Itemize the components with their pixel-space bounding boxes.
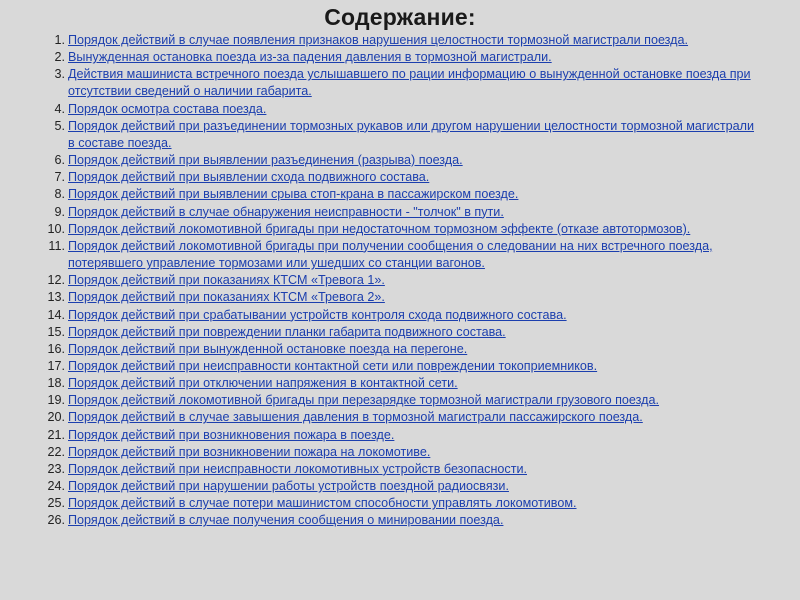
toc-item-number: 24. bbox=[47, 479, 65, 494]
toc-item-link[interactable]: Порядок действий в случае потери машинистом способности управлять локомотивом. bbox=[68, 496, 577, 511]
toc-item bbox=[20, 272, 790, 289]
toc-item-number: 22. bbox=[47, 444, 65, 459]
toc-item-number: 21. bbox=[47, 427, 65, 442]
toc-item-number: 26. bbox=[47, 513, 65, 528]
toc-item-link[interactable]: Порядок действий локомотивной бригады при недостаточном тормозном эффекте (отказе автотормозов). bbox=[68, 221, 691, 236]
toc-item bbox=[20, 307, 790, 324]
toc-item-number: 12. bbox=[47, 273, 65, 288]
toc-item-number: 4. bbox=[54, 101, 65, 116]
toc-item bbox=[20, 186, 790, 203]
toc-item-link[interactable]: Порядок действий при вынужденной остановке поезда на перегоне. bbox=[68, 341, 468, 356]
toc-item-number: 20. bbox=[47, 410, 65, 425]
toc-item-number: 7. bbox=[54, 170, 65, 185]
toc-item-link[interactable]: Порядок действий при показаниях КТСМ «Тревога 2». bbox=[68, 290, 385, 305]
toc-item-link[interactable]: Действия машиниста встречного поезда услышавшего по рации информацию о вынужденной остановке поезда при отсутствии сведений о наличии габарита. bbox=[68, 67, 751, 99]
toc-item bbox=[20, 152, 790, 169]
toc-item-number: 19. bbox=[47, 393, 65, 408]
toc-item-link[interactable]: Порядок действий при отключении напряжения в контактной сети. bbox=[68, 376, 458, 391]
toc-item bbox=[20, 358, 790, 375]
toc-item-link[interactable]: Порядок действий при возникновения пожара в поезде. bbox=[68, 427, 395, 442]
toc-item bbox=[20, 101, 790, 118]
toc-item bbox=[20, 427, 790, 444]
toc-item-link[interactable]: Порядок действий локомотивной бригады при перезарядке тормозной магистрали грузового поезда. bbox=[68, 393, 660, 408]
toc-item-number: 17. bbox=[47, 358, 65, 373]
toc-item-link[interactable]: Порядок действий при срабатывании устройств контроля схода подвижного состава. bbox=[68, 307, 567, 322]
toc-item-link[interactable]: Порядок действий при неисправности локомотивных устройств безопасности. bbox=[68, 461, 527, 476]
toc-item-link[interactable]: Порядок действий при выявлении разъединения (разрыва) поезда. bbox=[68, 153, 463, 168]
toc-item-link[interactable]: Порядок действий при разъединении тормозных рукавов или другом нарушении целостности тормозной магистрали в составе поезда. bbox=[68, 118, 755, 150]
toc-item-link[interactable]: Порядок действий локомотивной бригады при получении сообщения о следовании на них встречного поезда, потерявшего управление тормозами или ушедших со станции вагонов. bbox=[68, 238, 713, 271]
toc-item-number: 23. bbox=[47, 461, 65, 476]
toc-item-number: 18. bbox=[47, 376, 65, 391]
toc-item bbox=[20, 444, 790, 461]
toc-item bbox=[20, 118, 790, 152]
toc-item bbox=[20, 512, 790, 529]
toc-item-number: 15. bbox=[47, 324, 65, 339]
toc-item bbox=[20, 66, 790, 100]
toc-item bbox=[20, 169, 790, 186]
toc-item-number: 8. bbox=[54, 187, 65, 202]
toc-item-link[interactable]: Порядок действий при выявлении схода подвижного состава. bbox=[68, 170, 430, 185]
toc-item bbox=[20, 409, 790, 426]
toc-item-link[interactable]: Порядок действий в случае обнаружения неисправности - "толчок" в пути. bbox=[68, 204, 504, 219]
toc-item-link[interactable]: Порядок действий при возникновении пожара на локомотиве. bbox=[68, 444, 431, 459]
toc-item-number: 14. bbox=[47, 307, 65, 322]
toc-item-link[interactable]: Порядок действий в случае завышения давления в тормозной магистрали пассажирского поезда. bbox=[68, 410, 643, 425]
toc-item bbox=[20, 341, 790, 358]
toc-item bbox=[20, 461, 790, 478]
toc-item bbox=[20, 392, 790, 409]
toc-item bbox=[20, 204, 790, 221]
table-of-contents bbox=[20, 32, 790, 530]
toc-item-link[interactable]: Порядок действий в случае получения сообщения о минировании поезда. bbox=[68, 513, 504, 528]
toc-item-number: 13. bbox=[47, 290, 65, 305]
toc-item bbox=[20, 478, 790, 495]
toc-item-link[interactable]: Порядок действий при показаниях КТСМ «Тревога 1». bbox=[68, 273, 385, 288]
toc-item-link[interactable]: Порядок действий при повреждении планки габарита подвижного состава. bbox=[68, 324, 506, 339]
toc-item bbox=[20, 289, 790, 306]
toc-item-number: 2. bbox=[54, 50, 65, 65]
toc-item bbox=[20, 324, 790, 341]
toc-item-number: 16. bbox=[47, 341, 65, 356]
toc-item-link[interactable]: Порядок осмотра состава поезда. bbox=[68, 101, 267, 116]
toc-item bbox=[20, 238, 790, 272]
toc-item-number: 9. bbox=[54, 204, 65, 219]
toc-item-link[interactable]: Порядок действий в случае появления признаков нарушения целостности тормозной магистрали поезда. bbox=[68, 33, 689, 47]
toc-item-number: 3. bbox=[54, 67, 65, 82]
toc-item bbox=[20, 32, 790, 49]
toc-item bbox=[20, 495, 790, 512]
toc-item-number: 5. bbox=[54, 118, 65, 133]
page-title: Содержание: bbox=[324, 4, 476, 30]
toc-item-number: 10. bbox=[47, 221, 65, 236]
toc-item-link[interactable]: Порядок действий при нарушении работы устройств поездной радиосвязи. bbox=[68, 479, 509, 494]
toc-item-link[interactable]: Вынужденная остановка поезда из-за падения давления в тормозной магистрали. bbox=[68, 50, 552, 65]
toc-item-number: 6. bbox=[54, 153, 65, 168]
toc-item-link[interactable]: Порядок действий при неисправности контактной сети или повреждении токоприемников. bbox=[68, 358, 598, 373]
toc-item bbox=[20, 49, 790, 66]
toc-item-number: 1. bbox=[54, 33, 65, 47]
toc-item bbox=[20, 221, 790, 238]
toc-item-number: 11. bbox=[48, 238, 65, 253]
toc-item bbox=[20, 375, 790, 392]
toc-item-number: 25. bbox=[47, 496, 65, 511]
toc-item-link[interactable]: Порядок действий при выявлении срыва стоп-крана в пассажирском поезде. bbox=[68, 187, 519, 202]
